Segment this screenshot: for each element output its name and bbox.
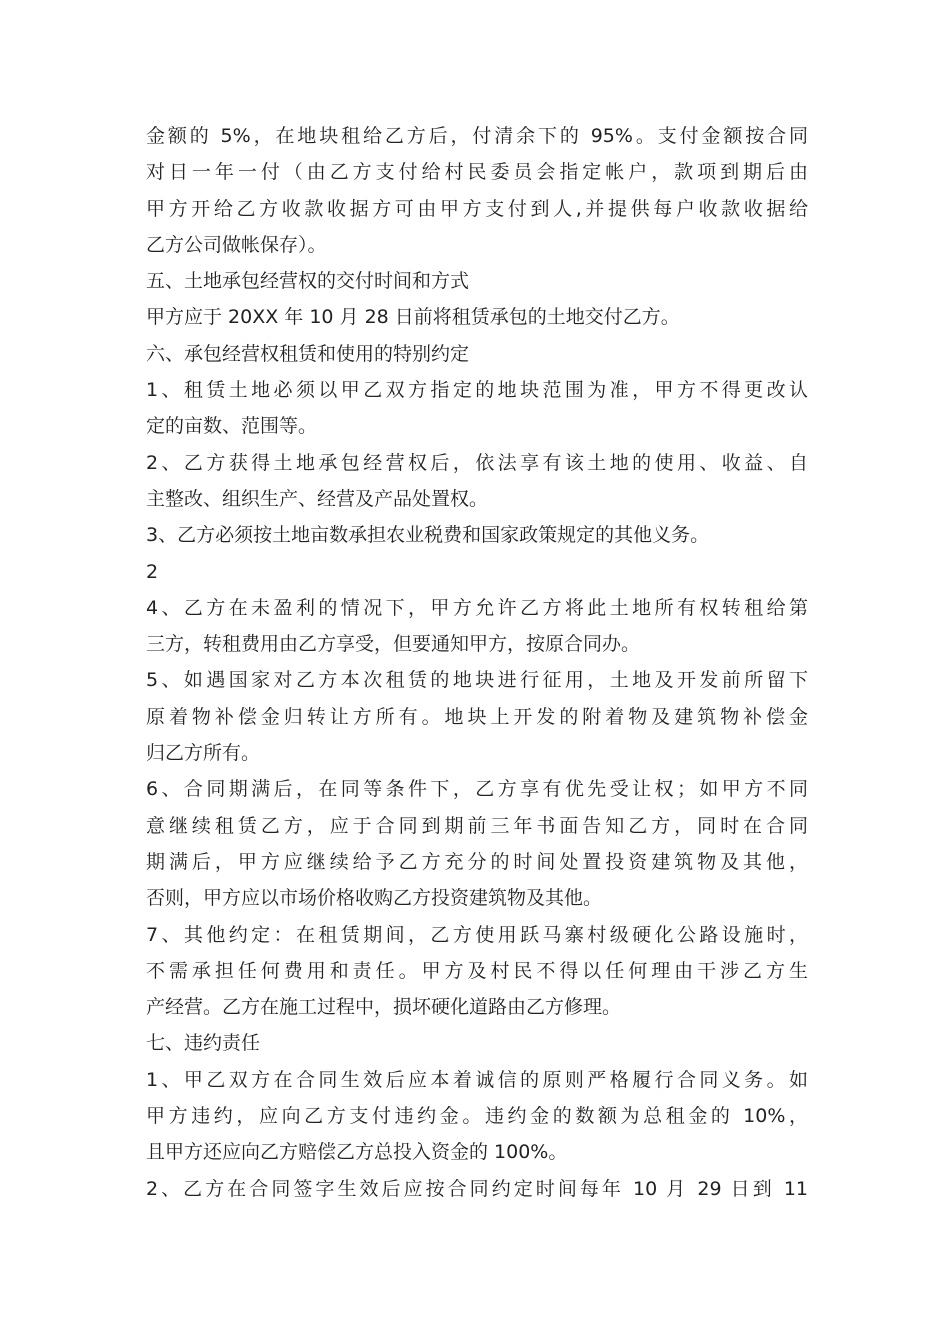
document-body — [146, 118, 808, 1207]
text-line: 2、乙方获得土地承包经营权后，依法享有该土地的使用、收益、自 — [146, 451, 808, 474]
text-line: 6、合同期满后，在同等条件下，乙方享有优先受让权；如甲方不同 — [146, 778, 808, 801]
text-line: 且甲方还应向乙方赔偿乙方总投入资金的 100%。 — [146, 1141, 568, 1164]
text-line: 否则，甲方应以市场价格收购乙方投资建筑物及其他。 — [146, 887, 603, 910]
section-heading: 七、违约责任 — [146, 1032, 261, 1055]
text-line: 1、甲乙双方在合同生效后应本着诚信的原则严格履行合同义务。如 — [146, 1068, 808, 1091]
text-line: 产经营。乙方在施工过程中，损坏硬化道路由乙方修理。 — [146, 996, 622, 1019]
section-heading: 五、土地承包经营权的交付时间和方式 — [146, 270, 470, 293]
text-line: 不需承担任何费用和责任。甲方及村民不得以任何理由干涉乙方生 — [146, 959, 808, 982]
page-number: 2 — [146, 560, 159, 583]
text-line: 归乙方所有。 — [146, 742, 261, 765]
text-line: 4、乙方在未盈利的情况下，甲方允许乙方将此土地所有权转租给第 — [146, 596, 808, 619]
text-line: 乙方公司做帐保存）。 — [146, 233, 327, 256]
text-line: 甲方应于 20XX 年 10 月 28 日前将租赁承包的土地交付乙方。 — [146, 306, 680, 329]
text-line: 期满后，甲方应继续给予乙方充分的时间处置投资建筑物及其他， — [146, 850, 808, 873]
text-line: 定的亩数、范围等。 — [146, 415, 318, 438]
text-line: 5、如遇国家对乙方本次租赁的地块进行征用，土地及开发前所留下 — [146, 669, 808, 692]
text-line: 原着物补偿金归转让方所有。地块上开发的附着物及建筑物补偿金 — [146, 705, 808, 728]
text-line: 甲方违约，应向乙方支付违约金。违约金的数额为总租金的 10%， — [146, 1105, 808, 1128]
text-line: 对日一年一付（由乙方支付给村民委员会指定帐户，款项到期后由 — [146, 161, 808, 184]
text-line: 3、乙方必须按土地亩数承担农业税费和国家政策规定的其他义务。 — [146, 524, 710, 547]
text-line: 2、乙方在合同签字生效后应按合同约定时间每年 10 月 29 日到 11 — [146, 1177, 808, 1200]
text-line: 1、租赁土地必须以甲乙双方指定的地块范围为准，甲方不得更改认 — [146, 379, 808, 402]
text-line: 主整改、组织生产、经营及产品处置权。 — [146, 487, 489, 510]
text-line: 三方，转租费用由乙方享受，但要通知甲方，按原合同办。 — [146, 633, 641, 656]
text-line: 甲方开给乙方收款收据方可由甲方支付到人,并提供每户收款收据给 — [146, 197, 808, 220]
section-heading: 六、承包经营权租赁和使用的特别约定 — [146, 342, 470, 365]
text-line: 7、其他约定：在租赁期间，乙方使用跃马寨村级硬化公路设施时， — [146, 923, 808, 946]
text-line: 金额的 5%，在地块租给乙方后，付清余下的 95%。支付金额按合同 — [146, 125, 808, 147]
text-line: 意继续租赁乙方，应于合同到期前三年书面告知乙方，同时在合同 — [146, 814, 808, 837]
